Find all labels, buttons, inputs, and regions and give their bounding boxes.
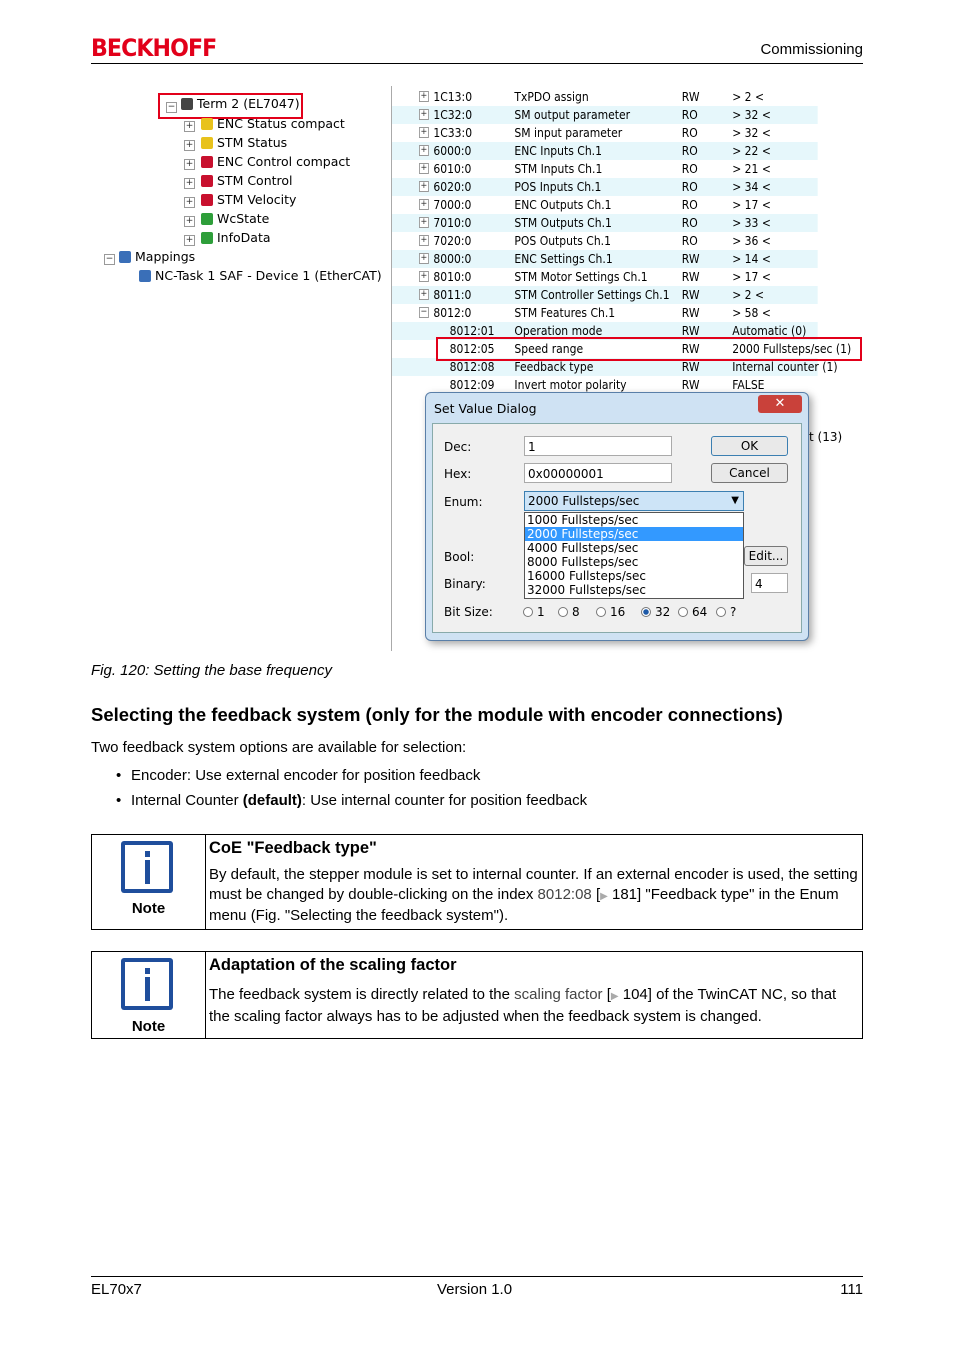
bitsize-radio-other[interactable]: ? (716, 605, 736, 619)
cell-value: > 58 < (732, 306, 771, 320)
enum-option[interactable]: 1000 Fullsteps/sec (527, 513, 639, 527)
expand-toggle[interactable]: + (420, 217, 428, 227)
expand-toggle[interactable]: + (420, 235, 428, 245)
input-icon (201, 137, 213, 149)
bullet-icon: • (116, 767, 122, 784)
bitsize-radio-64[interactable]: 64 (678, 605, 707, 619)
output-icon (201, 175, 213, 187)
cell-name: POS Outputs Ch.1 (514, 234, 611, 248)
page-ref[interactable]: 104] (618, 986, 652, 1003)
expand-toggle[interactable]: + (420, 109, 428, 119)
cell-flags: RW (681, 306, 700, 320)
note-box-feedback-type (91, 834, 863, 930)
cell-idx: 8012:05 (449, 342, 495, 356)
note-title: CoE "Feedback type" (209, 839, 377, 857)
cell-flags: RO (681, 216, 698, 230)
note-title: Adaptation of the scaling factor (209, 956, 457, 974)
tree-item-stm-status[interactable] (201, 135, 287, 150)
tree-item-label: ENC Control compact (217, 154, 351, 169)
ok-button[interactable]: OK (711, 436, 788, 456)
expand-toggle[interactable]: + (420, 289, 428, 299)
cell-name: Feedback type (514, 360, 594, 374)
expand-toggle[interactable]: + (420, 253, 428, 263)
cell-flags: RW (681, 324, 700, 338)
tree-expand-toggle[interactable]: + (185, 140, 194, 150)
scaling-factor-link[interactable]: scaling factor (514, 986, 603, 1003)
binary-label: Binary: (444, 577, 486, 591)
tree-expand-toggle[interactable]: + (185, 178, 194, 188)
cell-flags: RO (681, 126, 698, 140)
table-row[interactable] (392, 286, 818, 304)
bitsize-label: Bit Size: (444, 605, 493, 619)
enum-options-list (524, 512, 744, 599)
footer-page-number: 111 (840, 1281, 863, 1298)
cell-name: Invert motor polarity (514, 378, 627, 392)
partial-value: t (13) (809, 430, 843, 444)
note-label: Note (131, 900, 166, 917)
table-row[interactable] (392, 214, 818, 232)
cell-name: SM output parameter (514, 108, 631, 122)
cell-flags: RW (681, 360, 700, 374)
tree-item-label: STM Velocity (217, 192, 297, 207)
tree-item-wcstate[interactable] (201, 211, 269, 226)
dec-label: Dec: (444, 440, 472, 454)
note-label: Note (131, 1018, 166, 1035)
cell-flags: RO (681, 162, 698, 176)
cell-idx: 1C32:0 (433, 108, 473, 122)
bullet-item-internal-counter: • Internal Counter (default): Use internal counter for position feedback (116, 792, 588, 809)
expand-toggle[interactable]: + (420, 163, 428, 173)
cell-flags: RO (681, 144, 698, 158)
highlight-speed-range (436, 337, 862, 361)
section-heading: Selecting the feedback system (only for the module with encoder connections) (91, 704, 783, 725)
enum-option[interactable]: 32000 Fullsteps/sec (527, 583, 646, 597)
cell-flags: RO (681, 234, 698, 248)
enum-select[interactable] (524, 491, 744, 511)
cell-idx: 6010:0 (433, 162, 472, 176)
cell-name: ENC Inputs Ch.1 (514, 144, 602, 158)
tree-item-label: ENC Status compact (217, 116, 345, 131)
cell-value: Internal counter (1) (732, 360, 838, 374)
table-row[interactable] (392, 142, 818, 160)
note-text: The feedback system is directly related to the scaling factor [▶ 104] of the TwinCAT NC, so that the scaling factor always has to be adjusted when the feedback system is changed. (209, 986, 837, 1025)
cell-idx: 7000:0 (433, 198, 472, 212)
cell-value: FALSE (732, 378, 765, 392)
chevron-down-icon: ▼ (731, 495, 739, 506)
page-ref-arrow-icon: ▶ (610, 991, 619, 1002)
tree-item-stm-velocity[interactable] (201, 192, 296, 207)
expand-toggle[interactable]: + (420, 91, 428, 101)
table-row[interactable] (392, 304, 818, 322)
note-box-scaling-factor (91, 951, 863, 1039)
tree-item-mappings[interactable] (119, 249, 195, 264)
cell-idx: 8012:09 (449, 378, 495, 392)
tree-item-enc-control-compact[interactable] (201, 154, 350, 169)
page-ref-arrow-icon: ▶ (600, 890, 608, 902)
footer-rule (91, 1276, 863, 1277)
cell-value: > 17 < (732, 270, 771, 284)
tree-expand-toggle[interactable]: + (185, 159, 194, 169)
cell-flags: RW (681, 270, 700, 284)
cell-idx: 6000:0 (433, 144, 472, 158)
index-link[interactable]: 8012:08 (537, 885, 592, 903)
cell-flags: RW (681, 378, 700, 392)
beckhoff-logo: BECKHOFF (91, 34, 217, 62)
table-row[interactable] (392, 106, 818, 124)
bitsize-radio-8[interactable]: 8 (558, 605, 580, 619)
page-ref[interactable]: 181] (607, 885, 642, 903)
expand-toggle[interactable]: + (420, 271, 428, 281)
cell-flags: RW (681, 342, 700, 356)
bool-label: Bool: (444, 550, 475, 564)
cell-value: > 2 < (732, 288, 765, 302)
note-sidebar (92, 952, 206, 1038)
binary-count-field[interactable]: 4 (751, 573, 788, 593)
enum-option[interactable]: 4000 Fullsteps/sec (527, 541, 639, 555)
edit-button[interactable]: Edit... (744, 546, 788, 566)
table-row[interactable] (392, 196, 818, 214)
cancel-button[interactable]: Cancel (711, 463, 788, 483)
cell-value: > 34 < (732, 180, 771, 194)
cell-name: STM Controller Settings Ch.1 (514, 288, 670, 302)
cell-name: Operation mode (514, 324, 603, 338)
enum-option-selected[interactable]: 2000 Fullsteps/sec (525, 527, 743, 541)
enum-option[interactable]: 8000 Fullsteps/sec (527, 555, 639, 569)
output-icon (201, 194, 213, 206)
bitsize-radio-16[interactable]: 16 (596, 605, 625, 619)
cell-idx: 7020:0 (433, 234, 472, 248)
info-icon (121, 958, 173, 1010)
enum-option[interactable]: 16000 Fullsteps/sec (527, 569, 646, 583)
cell-flags: RO (681, 108, 698, 122)
info-icon (121, 841, 173, 893)
bitsize-radio-32[interactable]: 32 (641, 605, 670, 619)
expand-toggle[interactable]: + (420, 181, 428, 191)
cell-value: > 14 < (732, 252, 771, 266)
cell-value: > 36 < (732, 234, 771, 248)
input-icon (201, 118, 213, 130)
tree-item-label: InfoData (217, 230, 271, 245)
cell-idx: 8012:08 (449, 360, 495, 374)
table-row[interactable] (392, 250, 818, 268)
status-icon (201, 232, 213, 244)
cell-flags: RW (681, 252, 700, 266)
header-rule (91, 63, 863, 64)
cell-value: > 17 < (732, 198, 771, 212)
cell-flags: RW (681, 288, 700, 302)
tree-root-label: Term 2 (EL7047) (197, 96, 300, 111)
table-row[interactable] (392, 160, 818, 178)
mapping-link-icon (139, 270, 151, 282)
twincat-screenshot (91, 86, 864, 651)
table-row[interactable] (392, 178, 818, 196)
cell-value: 2000 Fullsteps/sec (1) (732, 342, 852, 356)
cell-name: ENC Outputs Ch.1 (514, 198, 612, 212)
cell-idx: 6020:0 (433, 180, 472, 194)
hex-label: Hex: (444, 467, 472, 481)
cell-idx: 8012:0 (433, 306, 472, 320)
tree-expand-toggle[interactable]: + (185, 121, 194, 131)
tree-expand-toggle[interactable]: + (185, 216, 194, 226)
cell-flags: RW (681, 90, 700, 104)
cell-name: STM Features Ch.1 (514, 306, 616, 320)
note-text: By default, the stepper module is set to internal counter. If an external encoder is used, the setting must be changed by double-clicking on the index 8012:08 [▶ 181] "Feedback type" in the Enum menu (Fig. "Selecting the feedback system"). (209, 866, 858, 924)
intro-paragraph: Two feedback system options are available for selection: (91, 739, 467, 756)
cell-idx: 7010:0 (433, 216, 472, 230)
bullet-icon: • (116, 792, 122, 809)
dialog-body (432, 423, 802, 633)
cell-value: > 33 < (732, 216, 771, 230)
tree-item-label: STM Control (217, 173, 293, 188)
bitsize-radio-1[interactable]: 1 (523, 605, 545, 619)
note-sidebar (92, 835, 206, 929)
cell-name: STM Motor Settings Ch.1 (514, 270, 648, 284)
dec-input[interactable]: 1 (524, 436, 672, 456)
bullet-item-encoder: • Encoder: Use external encoder for position feedback (116, 767, 481, 784)
cell-idx: 1C13:0 (433, 90, 473, 104)
cell-value: > 21 < (732, 162, 771, 176)
footer-product: EL70x7 (91, 1281, 142, 1298)
tree-collapse-toggle[interactable]: − (167, 102, 176, 112)
cell-name: ENC Settings Ch.1 (514, 252, 613, 266)
cell-value: > 2 < (732, 90, 765, 104)
cell-name: STM Inputs Ch.1 (514, 162, 603, 176)
collapse-toggle[interactable]: − (420, 307, 428, 317)
tree-item-infodata[interactable] (201, 230, 271, 245)
cell-value: Automatic (0) (732, 324, 807, 338)
cell-idx: 1C33:0 (433, 126, 473, 140)
expand-toggle[interactable]: + (420, 145, 428, 155)
figure-caption: Fig. 120: Setting the base frequency (91, 662, 332, 679)
cell-name: Speed range (514, 342, 584, 356)
cell-name: STM Outputs Ch.1 (514, 216, 612, 230)
tree-item-label: WcState (217, 211, 270, 226)
tree-item-label: STM Status (217, 135, 288, 150)
table-row[interactable] (392, 88, 818, 106)
cell-name: SM input parameter (514, 126, 623, 140)
cell-value: > 32 < (732, 108, 771, 122)
close-icon: ✕ (774, 396, 786, 411)
cell-name: POS Inputs Ch.1 (514, 180, 602, 194)
dialog-title: Set Value Dialog (434, 401, 537, 416)
cell-flags: RO (681, 198, 698, 212)
close-button[interactable] (758, 395, 802, 413)
cell-name: TxPDO assign (514, 90, 589, 104)
table-row[interactable] (392, 268, 818, 286)
cell-flags: RO (681, 180, 698, 194)
cell-idx: 8012:01 (449, 324, 495, 338)
tree-item-label: Mappings (135, 249, 196, 264)
expand-toggle[interactable]: + (420, 199, 428, 209)
cell-value: > 22 < (732, 144, 771, 158)
tree-expand-toggle[interactable]: + (185, 235, 194, 245)
tree-collapse-toggle[interactable]: − (105, 254, 114, 264)
enum-selected-value: 2000 Fullsteps/sec (528, 494, 640, 508)
tree-item-label: NC-Task 1 SAF - Device 1 (EtherCAT) (155, 268, 382, 283)
tree-expand-toggle[interactable]: + (185, 197, 194, 207)
cell-value: > 32 < (732, 126, 771, 140)
tree-item-nc-task-mapping[interactable] (139, 268, 382, 283)
mappings-icon (119, 251, 131, 263)
status-icon (201, 213, 213, 225)
table-row[interactable] (392, 232, 818, 250)
hex-input[interactable]: 0x00000001 (524, 463, 672, 483)
cell-idx: 8000:0 (433, 252, 472, 266)
tree-item-enc-status-compact[interactable] (201, 116, 345, 131)
tree-item-stm-control[interactable] (201, 173, 293, 188)
header-section-title: Commissioning (760, 41, 863, 58)
set-value-dialog (425, 392, 809, 641)
expand-toggle[interactable]: + (420, 127, 428, 137)
footer-version: Version 1.0 (437, 1281, 513, 1298)
cell-idx: 8011:0 (433, 288, 472, 302)
output-icon (201, 156, 213, 168)
enum-label: Enum: (444, 495, 483, 509)
cell-idx: 8010:0 (433, 270, 472, 284)
table-row[interactable] (392, 124, 818, 142)
